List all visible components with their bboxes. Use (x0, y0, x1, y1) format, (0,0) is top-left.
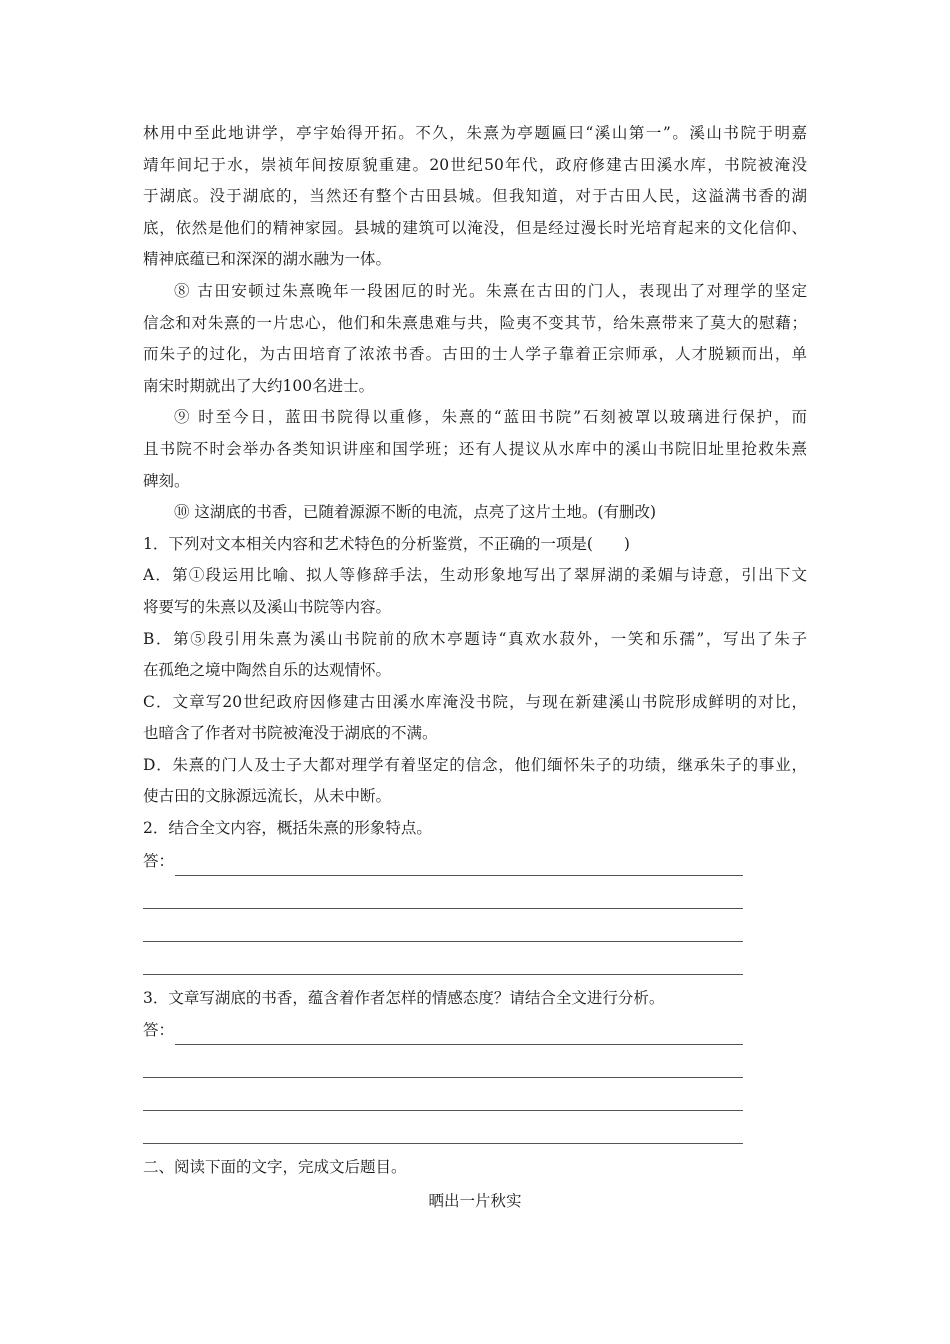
text-line: ⑩ 这湖底的书香，已随着源源不断的电流，点亮了这片土地。(有删改) (174, 503, 657, 522)
text-line: 将要写的朱熹以及溪山书院等内容。 (143, 597, 392, 616)
underline (143, 1110, 743, 1111)
text-line: 且书院不时会举办各类知识讲座和国学班；还有人提议从水库中的溪山书院旧址里抢救朱熹 (143, 439, 807, 458)
underline (143, 1077, 743, 1078)
option-c (143, 687, 807, 750)
text-line: C．文章写20世纪政府因修建古田溪水库淹没书院，与现在新建溪山书院形成鲜明的对比， (143, 692, 807, 711)
question-2 (143, 813, 807, 979)
answer-label: 答： (143, 851, 175, 870)
text-line: 而朱子的过化，为古田培育了浓浓书香。古田的士人学子靠着正宗师承，人才脱颖而出，单 (143, 345, 807, 364)
answer-line[interactable] (143, 946, 743, 979)
article-title: 晒出一片秋实 (428, 1191, 522, 1210)
answer-line[interactable] (143, 1115, 743, 1148)
section-2 (143, 1152, 807, 1217)
answer-label: 答： (143, 1021, 175, 1040)
underline (143, 1143, 743, 1144)
answer-line[interactable] (143, 880, 743, 913)
text-line: 于湖底。没于湖底的，当然还有整个古田县城。但我知道，对于古田人民，这溢满书香的湖 (143, 187, 807, 206)
option-a (143, 560, 807, 623)
question-stem: 1．下列对文本相关内容和艺术特色的分析鉴赏，不正确的一项是( ) (143, 534, 630, 553)
text-line: 靖年间圮于水，崇祯年间按原貌重建。20世纪50年代，政府修建古田溪水库，书院被淹没 (143, 155, 807, 174)
answer-line[interactable] (143, 847, 743, 880)
underline (143, 908, 743, 909)
answer-line[interactable] (143, 913, 743, 946)
text-line: ⑧ 古田安顿过朱熹晚年一段困厄的时光。朱熹在古田的门人，表现出了对理学的坚定 (174, 281, 807, 300)
paragraph-10 (143, 497, 807, 529)
text-line: 也暗含了作者对书院被淹没于湖底的不满。 (143, 724, 438, 743)
paragraph-7-continued (143, 118, 807, 276)
question-3 (143, 983, 807, 1149)
underline (175, 1044, 743, 1045)
text-line: 精神底蕴已和深深的湖水融为一体。 (143, 250, 392, 269)
page-content (143, 118, 807, 1217)
underline (175, 875, 743, 876)
text-line: 使古田的文脉源远流长，从未中断。 (143, 787, 392, 806)
text-line: 林用中至此地讲学，亭宇始得开拓。不久，朱熹为亭题匾曰“溪山第一”。溪山书院于明嘉 (143, 124, 807, 142)
question-1 (143, 529, 807, 813)
text-line: 南宋时期就出了大约100名进士。 (143, 376, 375, 395)
text-line: 底，依然是他们的精神家园。县城的建筑可以淹没，但是经过漫长时光培育起来的文化信仰、 (143, 218, 807, 237)
text-line: A．第①段运用比喻、拟人等修辞手法，生动形象地写出了翠屏湖的柔媚与诗意，引出下文 (143, 566, 807, 585)
text-line: 碑刻。 (143, 471, 190, 490)
paragraph-8 (143, 276, 807, 402)
underline (143, 941, 743, 942)
option-d (143, 750, 807, 813)
answer-line[interactable] (143, 1049, 743, 1082)
text-line: ⑨ 时至今日，蓝田书院得以重修，朱熹的“蓝田书院”石刻被罩以玻璃进行保护，而 (174, 408, 807, 427)
text-line: D．朱熹的门人及士子大都对理学有着坚定的信念，他们缅怀朱子的功绩，继承朱子的事业， (143, 755, 807, 774)
text-line: 在孤绝之境中陶然自乐的达观情怀。 (143, 661, 392, 680)
section-heading: 二、阅读下面的文字，完成文后题目。 (143, 1158, 407, 1177)
answer-line[interactable] (143, 1082, 743, 1115)
answer-line[interactable] (143, 1016, 743, 1049)
text-line: 信念和对朱熹的一片忠心，他们和朱熹患难与共，险夷不变其节，给朱熹带来了莫大的慰藉； (143, 313, 807, 332)
question-stem: 2．结合全文内容，概括朱熹的形象特点。 (143, 819, 432, 838)
option-b (143, 624, 807, 687)
paragraph-9 (143, 402, 807, 497)
question-stem: 3．文章写湖底的书香，蕴含着作者怎样的情感态度？请结合全文进行分析。 (143, 988, 665, 1007)
answer-area[interactable] (143, 1016, 807, 1148)
answer-area[interactable] (143, 847, 807, 979)
text-line: B．第⑤段引用朱熹为溪山书院前的欣木亭题诗“真欢水菽外，一笑和乐孺”，写出了朱子 (143, 629, 807, 648)
underline (143, 974, 743, 975)
